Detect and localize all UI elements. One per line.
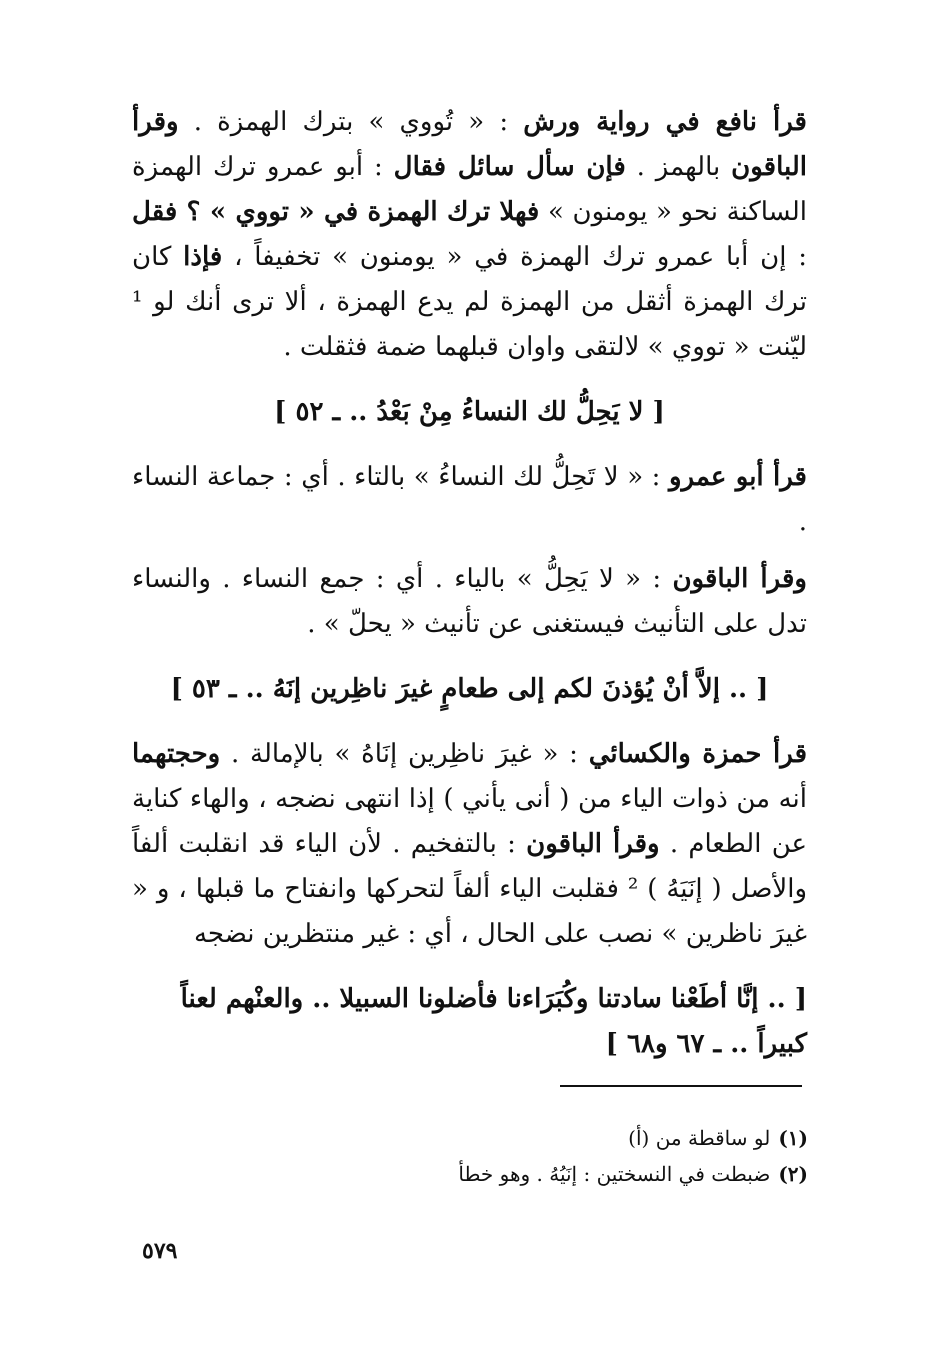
footnotes xyxy=(300,1120,808,1192)
footnote-1 xyxy=(300,1120,808,1156)
paragraph-text: بالهمز . xyxy=(625,152,732,182)
footnote-divider xyxy=(560,1085,802,1087)
paragraph-text: : « لا تَحِلُّ لك النساءُ » بالتاء . أي : جماعة النساء . xyxy=(132,462,807,537)
verse-53: [ .. إلاَّ أنْ يُؤذنَ لكم إلى طعامٍ غيرَ ناظِرين إنَهُ .. ـ ٥٣ ] xyxy=(170,674,769,704)
verse-52: [ لا يَحِلُّ لك النساءُ مِنْ بَعْدُ .. ـ ٥٢ ] xyxy=(274,397,665,427)
paragraph-text: : « تُووي » بترك الهمزة . xyxy=(178,107,524,137)
paragraph-others-reading xyxy=(132,557,807,647)
paragraph-text: : أبو عمرو ترك الهمزة الساكنة نحو « يومنون » xyxy=(132,152,808,227)
paragraph-text: : بالتفخيم . لأن الياء قد انقلبت ألفاً والأصل ( إنَيَهُ ) ² فقلبت الياء ألفاً لتحركها وانفتاح ما قبلها ، و « غيرَ ناظرين » نصب على الحال ، أي : غير منتظرين نضجه xyxy=(132,829,807,949)
reader-name: قرأ حمزة والكسائي xyxy=(588,739,807,769)
page-body xyxy=(132,100,807,1073)
paragraph-text: : « غيرَ ناظِرين إنَاهُ » بالإمالة . xyxy=(220,739,589,769)
reader-name: وقرأ الباقون xyxy=(132,107,808,182)
emphasis-word: فإذا xyxy=(183,242,223,272)
verse-67-68: [ .. إنَّا أطَعْنا سادتنا وكُبَرَاءنا فأضلونا السبيلا .. والعنْهم لعناً كبيراً .. ـ ٦٧ و٦٨ ] xyxy=(180,984,807,1059)
argument-lead: وحجتهما xyxy=(132,739,221,769)
paragraph-text: : إن أبا عمرو ترك الهمزة في « يومنون » تخفيفاً ، xyxy=(222,242,807,272)
footnote-text: لو ساقطة من (أ) xyxy=(628,1126,771,1150)
paragraph-text: كان ترك الهمزة أثقل من الهمزة لم يدع الهمزة ، ألا ترى أنك لو ¹ ليّنت « تووي » لالتقى واوان قبلهما ضمة فثقلت . xyxy=(132,242,807,362)
footnote-number: (١) xyxy=(778,1126,808,1150)
paragraph-text: أنه من ذوات الياء من ( أنى يأني ) إذا انتهى نضجه ، والهاء كناية عن الطعام . xyxy=(132,784,807,859)
paragraph-text: : « لا يَحِلُّ » بالياء . أي : جمع النساء . والنساء تدل على التأنيث فيستغنى عن تأنيث « يحلّ » . xyxy=(132,564,807,639)
footnote-number: (٢) xyxy=(778,1162,808,1186)
footnote-2 xyxy=(300,1156,808,1192)
reader-name: قرأ نافع في رواية ورش xyxy=(523,107,807,137)
reader-name: وقرأ الباقون xyxy=(526,829,660,859)
paragraph-abu-amr-reading xyxy=(132,455,807,545)
reader-name: قرأ أبو عمرو xyxy=(668,462,807,492)
question-lead: فهلا ترك الهمزة في « تووي » ؟ فقل xyxy=(132,197,540,227)
reader-name: وقرأ الباقون xyxy=(672,564,807,594)
question-lead: فإن سأل سائل فقال xyxy=(393,152,626,182)
page-number: ٥٧٩ xyxy=(142,1238,178,1264)
paragraph-hamza-kisai-reading xyxy=(132,732,807,957)
paragraph-nafi-reading xyxy=(132,100,807,370)
footnote-text: ضبطت في النسختين : إنَيُهُ . وهو خطأ xyxy=(458,1162,771,1186)
